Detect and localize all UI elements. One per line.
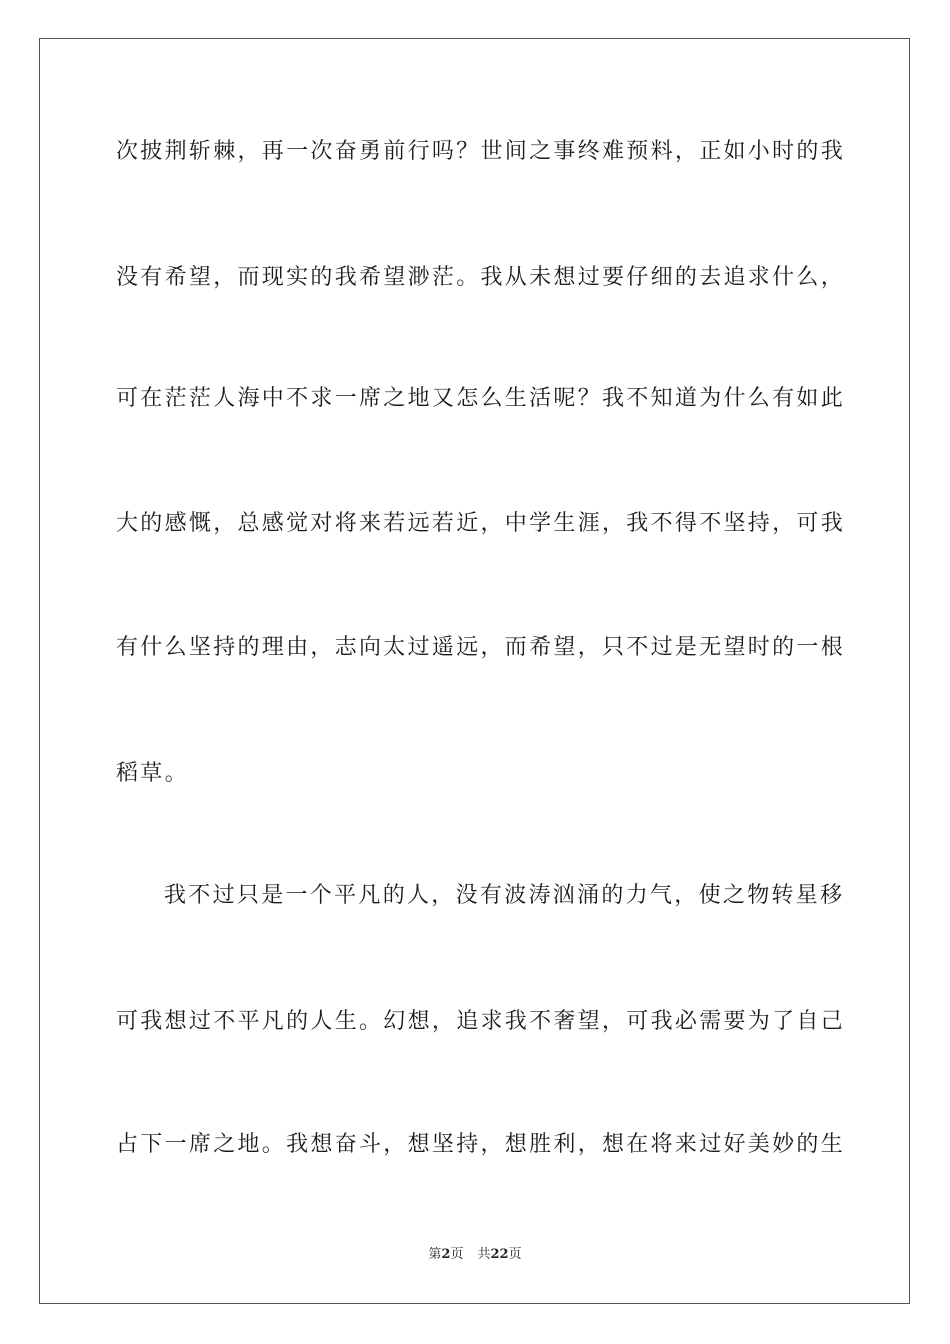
text-line: 没有希望，而现实的我希望渺茫。我从未想过要仔细的去追求什么， <box>116 265 846 290</box>
text-line: 可我想过不平凡的人生。幻想，追求我不奢望，可我必需要为了自己 <box>116 1009 846 1034</box>
text-line: 次披荆斩棘，再一次奋勇前行吗？世间之事终难预料，正如小时的我 <box>116 139 846 164</box>
text-line: 有什么坚持的理由，志向太过遥远，而希望，只不过是无望时的一根 <box>116 635 846 660</box>
page-footer <box>0 1246 950 1264</box>
page-number: 2 <box>441 1247 451 1262</box>
text-line: 大的感慨，总感觉对将来若远若近，中学生涯，我不得不坚持，可我 <box>116 511 846 536</box>
text-line: 可在茫茫人海中不求一席之地又怎么生活呢？我不知道为什么有如此 <box>116 386 846 411</box>
total-prefix: 共 <box>477 1247 491 1262</box>
page-suffix: 页 <box>450 1247 464 1262</box>
paragraph-first-line: 我不过只是一个平凡的人，没有波涛汹涌的力气，使之物转星移 <box>164 883 845 908</box>
text-line: 占下一席之地。我想奋斗，想坚持，想胜利，想在将来过好美妙的生 <box>116 1132 846 1157</box>
text-line: 稻草。 <box>116 761 189 786</box>
total-pages: 22 <box>490 1247 509 1262</box>
page-prefix: 第 <box>428 1247 442 1262</box>
total-suffix: 页 <box>508 1247 522 1262</box>
